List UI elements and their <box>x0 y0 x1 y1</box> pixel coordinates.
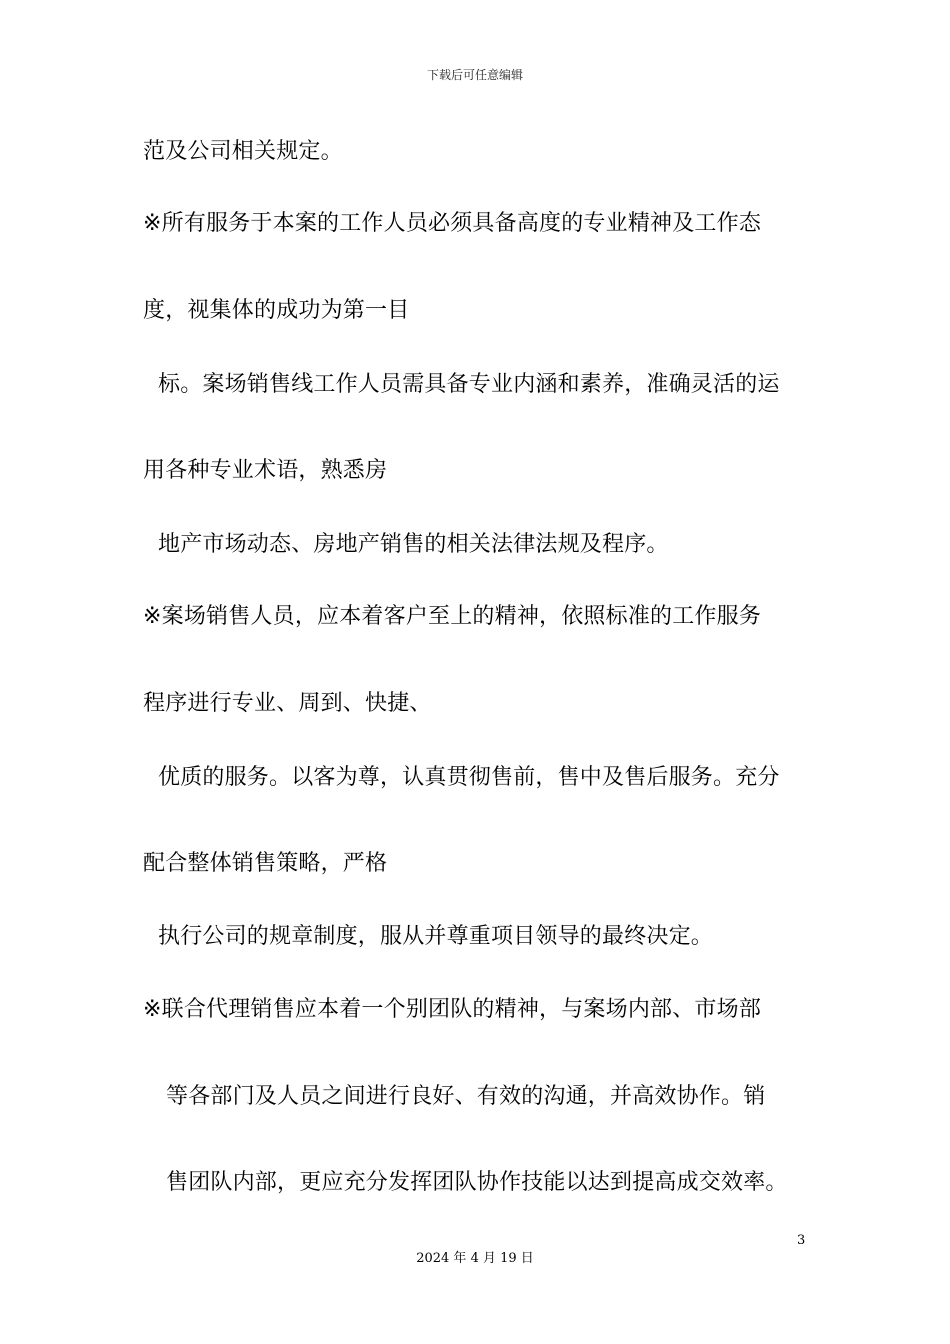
page-number: 3 <box>797 1233 806 1248</box>
text-line: 用各种专业术语，熟悉房 <box>143 458 388 483</box>
text-line: 等各部门及人员之间进行良好、有效的沟通，并高效协作。销 <box>166 1084 766 1109</box>
text-line: ※联合代理销售应本着一个别团队的精神，与案场内部、市场部 <box>143 997 762 1022</box>
text-line: 配合整体销售策略，严格 <box>143 851 388 876</box>
text-line: 度，视集体的成功为第一目 <box>143 298 410 323</box>
text-line: 标。案场销售线工作人员需具备专业内涵和素养，准确灵活的运 <box>158 372 780 397</box>
text-line: 程序进行专业、周到、快捷、 <box>143 691 432 716</box>
page-header: 下载后可任意编辑 <box>426 68 523 82</box>
text-line: 优质的服务。以客为尊，认真贯彻售前，售中及售后服务。充分 <box>158 765 780 790</box>
footer-date: 2024 年 4 月 19 日 <box>416 1251 534 1266</box>
text-line: ※所有服务于本案的工作人员必须具备高度的专业精神及工作态 <box>143 211 762 236</box>
text-line: 执行公司的规章制度，服从并尊重项目领导的最终决定。 <box>158 924 714 949</box>
text-line: 售团队内部，更应充分发挥团队协作技能以达到提高成交效率。 <box>166 1170 788 1195</box>
text-line: 地产市场动态、房地产销售的相关法律法规及程序。 <box>158 532 669 557</box>
text-line: ※案场销售人员，应本着客户至上的精神，依照标准的工作服务 <box>143 604 762 629</box>
text-line: 范及公司相关规定。 <box>143 139 343 164</box>
